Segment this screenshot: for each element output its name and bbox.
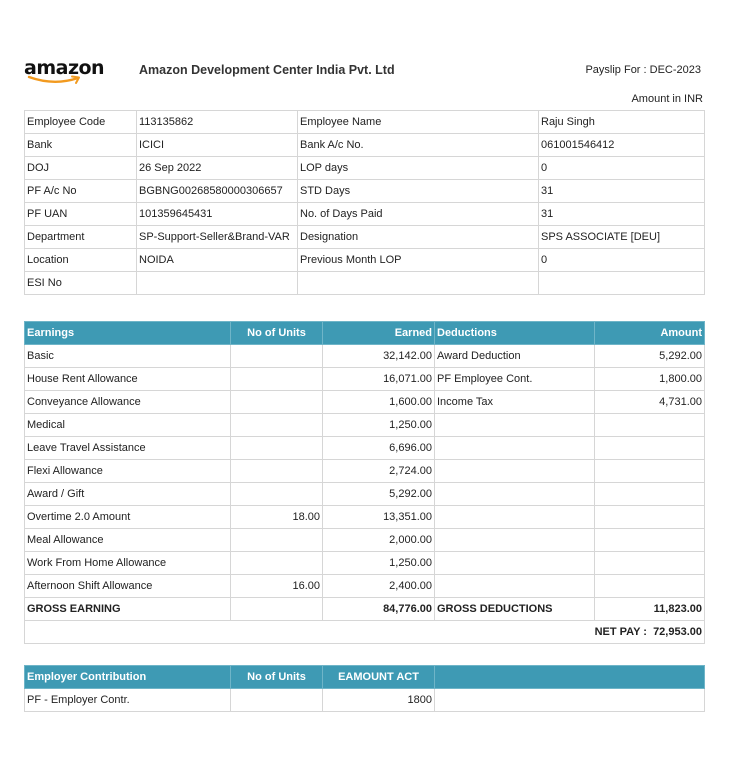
- employee-info-row: [25, 226, 705, 249]
- deduction-name: [435, 575, 595, 598]
- gross-earning-label: GROSS EARNING: [25, 598, 231, 621]
- company-name: Amazon Development Center India Pvt. Ltd: [139, 63, 395, 77]
- deduction-amount: [595, 414, 705, 437]
- net-pay-label: NET PAY :: [594, 626, 647, 638]
- earnings-row: [25, 391, 705, 414]
- earnings-row: [25, 414, 705, 437]
- units: [231, 414, 323, 437]
- earnings-row: [25, 552, 705, 575]
- employer-header-row: [25, 666, 705, 689]
- employer-row: [25, 689, 705, 712]
- info-value-left: [137, 272, 298, 295]
- contribution-amount: 1800: [323, 689, 435, 712]
- info-label-left: DOJ: [25, 157, 137, 180]
- deduction-name: [435, 506, 595, 529]
- info-value-right: SPS ASSOCIATE [DEU]: [539, 226, 705, 249]
- net-pay-row: [25, 621, 705, 644]
- col-employer-units: No of Units: [231, 666, 323, 689]
- info-value-left: ICICI: [137, 134, 298, 157]
- earning-name: House Rent Allowance: [25, 368, 231, 391]
- earned-value: 6,696.00: [323, 437, 435, 460]
- col-earnings: Earnings: [25, 322, 231, 345]
- employee-info-row: [25, 203, 705, 226]
- deduction-name: [435, 529, 595, 552]
- deduction-amount: [595, 529, 705, 552]
- info-value-right: 31: [539, 203, 705, 226]
- info-label-left: PF A/c No: [25, 180, 137, 203]
- earned-value: 1,250.00: [323, 414, 435, 437]
- deduction-amount: [595, 483, 705, 506]
- earnings-row: [25, 529, 705, 552]
- contribution-units: [231, 689, 323, 712]
- earning-name: Flexi Allowance: [25, 460, 231, 483]
- employer-contribution-table: [24, 665, 705, 712]
- earned-value: 1,600.00: [323, 391, 435, 414]
- earnings-deductions-table: [24, 321, 705, 644]
- earned-value: 1,250.00: [323, 552, 435, 575]
- deduction-name: PF Employee Cont.: [435, 368, 595, 391]
- earned-value: 2,000.00: [323, 529, 435, 552]
- earning-name: Award / Gift: [25, 483, 231, 506]
- earnings-row: [25, 506, 705, 529]
- deduction-amount: 1,800.00: [595, 368, 705, 391]
- payslip-header: [24, 56, 704, 86]
- employee-info-row: [25, 134, 705, 157]
- units: [231, 368, 323, 391]
- employee-info-row: [25, 157, 705, 180]
- info-value-right: 0: [539, 157, 705, 180]
- col-eamount-act: EAMOUNT ACT: [323, 666, 435, 689]
- deduction-amount: 4,731.00: [595, 391, 705, 414]
- earned-value: 5,292.00: [323, 483, 435, 506]
- deduction-name: [435, 460, 595, 483]
- col-no-of-units: No of Units: [231, 322, 323, 345]
- info-label-left: Department: [25, 226, 137, 249]
- deduction-amount: 5,292.00: [595, 345, 705, 368]
- info-value-left: NOIDA: [137, 249, 298, 272]
- earnings-row: [25, 483, 705, 506]
- info-label-right: LOP days: [298, 157, 539, 180]
- employee-details-table: [24, 110, 705, 295]
- deduction-name: [435, 552, 595, 575]
- deduction-amount: [595, 575, 705, 598]
- info-label-right: [298, 272, 539, 295]
- net-pay-value: 72,953.00: [653, 626, 702, 638]
- gross-deductions-label: GROSS DEDUCTIONS: [435, 598, 595, 621]
- earning-name: Basic: [25, 345, 231, 368]
- earnings-row: [25, 460, 705, 483]
- contribution-name: PF - Employer Contr.: [25, 689, 231, 712]
- info-value-left: 26 Sep 2022: [137, 157, 298, 180]
- earnings-row: [25, 437, 705, 460]
- info-label-left: Bank: [25, 134, 137, 157]
- units: [231, 460, 323, 483]
- units: 16.00: [231, 575, 323, 598]
- info-label-right: Bank A/c No.: [298, 134, 539, 157]
- earnings-row: [25, 345, 705, 368]
- units: [231, 345, 323, 368]
- deduction-name: [435, 414, 595, 437]
- info-label-left: PF UAN: [25, 203, 137, 226]
- gross-units: [231, 598, 323, 621]
- info-value-right: 31: [539, 180, 705, 203]
- earning-name: Leave Travel Assistance: [25, 437, 231, 460]
- earning-name: Conveyance Allowance: [25, 391, 231, 414]
- net-pay: [25, 621, 705, 644]
- info-label-right: Employee Name: [298, 111, 539, 134]
- earning-name: Afternoon Shift Allowance: [25, 575, 231, 598]
- units: [231, 483, 323, 506]
- employee-info-row: [25, 272, 705, 295]
- logo-wordmark: amazon: [24, 57, 105, 79]
- earned-value: 13,351.00: [323, 506, 435, 529]
- info-label-left: ESI No: [25, 272, 137, 295]
- units: 18.00: [231, 506, 323, 529]
- col-deductions: Deductions: [435, 322, 595, 345]
- amazon-logo: [24, 57, 105, 86]
- earned-value: 16,071.00: [323, 368, 435, 391]
- deduction-name: [435, 437, 595, 460]
- info-label-right: STD Days: [298, 180, 539, 203]
- info-value-left: 101359645431: [137, 203, 298, 226]
- info-label-right: Designation: [298, 226, 539, 249]
- earnings-row: [25, 368, 705, 391]
- deduction-amount: [595, 552, 705, 575]
- units: [231, 529, 323, 552]
- deduction-name: Award Deduction: [435, 345, 595, 368]
- employee-info-row: [25, 180, 705, 203]
- earned-value: 32,142.00: [323, 345, 435, 368]
- info-value-left: SP-Support-Seller&Brand-VAR: [137, 226, 298, 249]
- currency-note: Amount in INR: [631, 93, 703, 105]
- contribution-blank: [435, 689, 705, 712]
- deduction-name: Income Tax: [435, 391, 595, 414]
- info-value-right: [539, 272, 705, 295]
- gross-earning-value: 84,776.00: [323, 598, 435, 621]
- employee-info-row: [25, 111, 705, 134]
- info-value-left: BGBNG00268580000306657: [137, 180, 298, 203]
- earned-value: 2,724.00: [323, 460, 435, 483]
- units: [231, 391, 323, 414]
- earning-name: Meal Allowance: [25, 529, 231, 552]
- earnings-header-row: [25, 322, 705, 345]
- units: [231, 552, 323, 575]
- units: [231, 437, 323, 460]
- info-label-left: Employee Code: [25, 111, 137, 134]
- info-label-right: No. of Days Paid: [298, 203, 539, 226]
- col-earned: Earned: [323, 322, 435, 345]
- smile-arrow-icon: [26, 75, 86, 85]
- deduction-amount: [595, 506, 705, 529]
- gross-deductions-value: 11,823.00: [595, 598, 705, 621]
- info-label-right: Previous Month LOP: [298, 249, 539, 272]
- earning-name: Overtime 2.0 Amount: [25, 506, 231, 529]
- col-amount: Amount: [595, 322, 705, 345]
- info-label-left: Location: [25, 249, 137, 272]
- info-value-left: 113135862: [137, 111, 298, 134]
- payslip-period: Payslip For : DEC-2023: [585, 64, 701, 76]
- col-employer-contribution: Employer Contribution: [25, 666, 231, 689]
- gross-totals-row: [25, 598, 705, 621]
- earned-value: 2,400.00: [323, 575, 435, 598]
- col-employer-blank: [435, 666, 705, 689]
- deduction-name: [435, 483, 595, 506]
- deduction-amount: [595, 460, 705, 483]
- info-value-right: 0: [539, 249, 705, 272]
- deduction-amount: [595, 437, 705, 460]
- earning-name: Work From Home Allowance: [25, 552, 231, 575]
- earnings-row: [25, 575, 705, 598]
- employee-info-row: [25, 249, 705, 272]
- info-value-right: 061001546412: [539, 134, 705, 157]
- info-value-right: Raju Singh: [539, 111, 705, 134]
- earning-name: Medical: [25, 414, 231, 437]
